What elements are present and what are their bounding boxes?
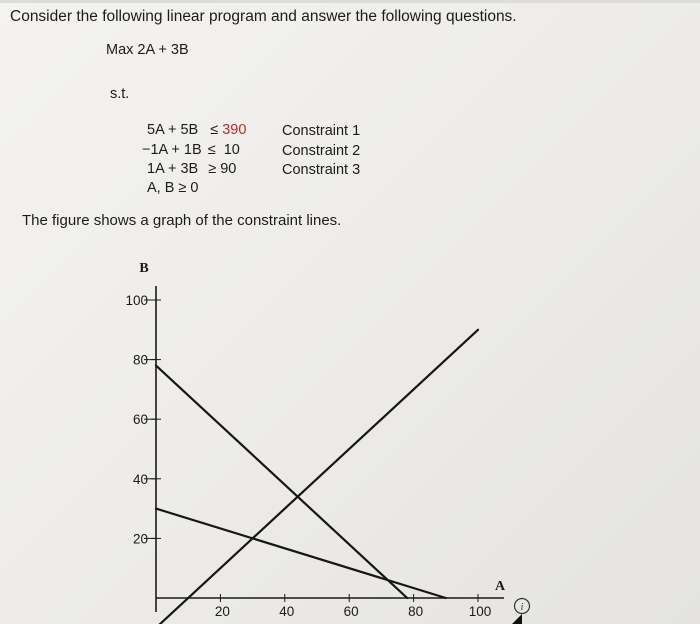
constraint-sign: ≤ bbox=[207, 142, 216, 158]
constraint-line-1 bbox=[156, 366, 407, 598]
x-tick-label: 100 bbox=[468, 604, 492, 619]
y-tick-label: 80 bbox=[132, 352, 148, 368]
constraint-lhs: 5A + 5B bbox=[147, 122, 199, 138]
constraint-rhs: 90 bbox=[220, 161, 237, 177]
constraint-lhs: 1A + 3B bbox=[147, 161, 199, 177]
y-tick-label: 60 bbox=[132, 412, 148, 428]
y-tick-label: 100 bbox=[125, 293, 148, 308]
svg-text:i: i bbox=[520, 602, 524, 613]
figure-caption: The figure shows a graph of the constraint lines. bbox=[22, 212, 342, 229]
constraint-sign: ≤ bbox=[210, 122, 219, 138]
objective-function: Max 2A + 3B bbox=[106, 42, 189, 58]
constraint-2-name: Constraint 2 bbox=[282, 143, 361, 159]
x-tick-label: 20 bbox=[214, 604, 230, 619]
x-tick-label: 60 bbox=[343, 604, 359, 619]
subject-to-label: s.t. bbox=[110, 86, 130, 102]
question-heading: Consider the following linear program and answer the following questions. bbox=[10, 8, 517, 25]
nonnegativity-constraint: A, B ≥ 0 bbox=[147, 180, 199, 196]
constraint-rhs: 10 bbox=[223, 142, 240, 158]
constraint-line-2 bbox=[156, 330, 478, 624]
y-axis-title: B bbox=[139, 261, 149, 276]
constraint-sign: ≥ bbox=[208, 161, 217, 177]
constraint-rhs: 390 bbox=[222, 122, 247, 138]
x-axis-title: A bbox=[494, 579, 506, 594]
constraint-lhs: −1A + 1B bbox=[142, 142, 202, 158]
y-tick-label: 40 bbox=[132, 471, 148, 487]
y-tick-label: 20 bbox=[132, 531, 148, 547]
constraint-line-3 bbox=[156, 509, 446, 598]
constraint-1-name: Constraint 1 bbox=[282, 123, 361, 139]
constraint-3-name: Constraint 3 bbox=[282, 162, 361, 178]
x-tick-label: 80 bbox=[408, 604, 424, 619]
x-tick-label: 40 bbox=[279, 604, 295, 619]
